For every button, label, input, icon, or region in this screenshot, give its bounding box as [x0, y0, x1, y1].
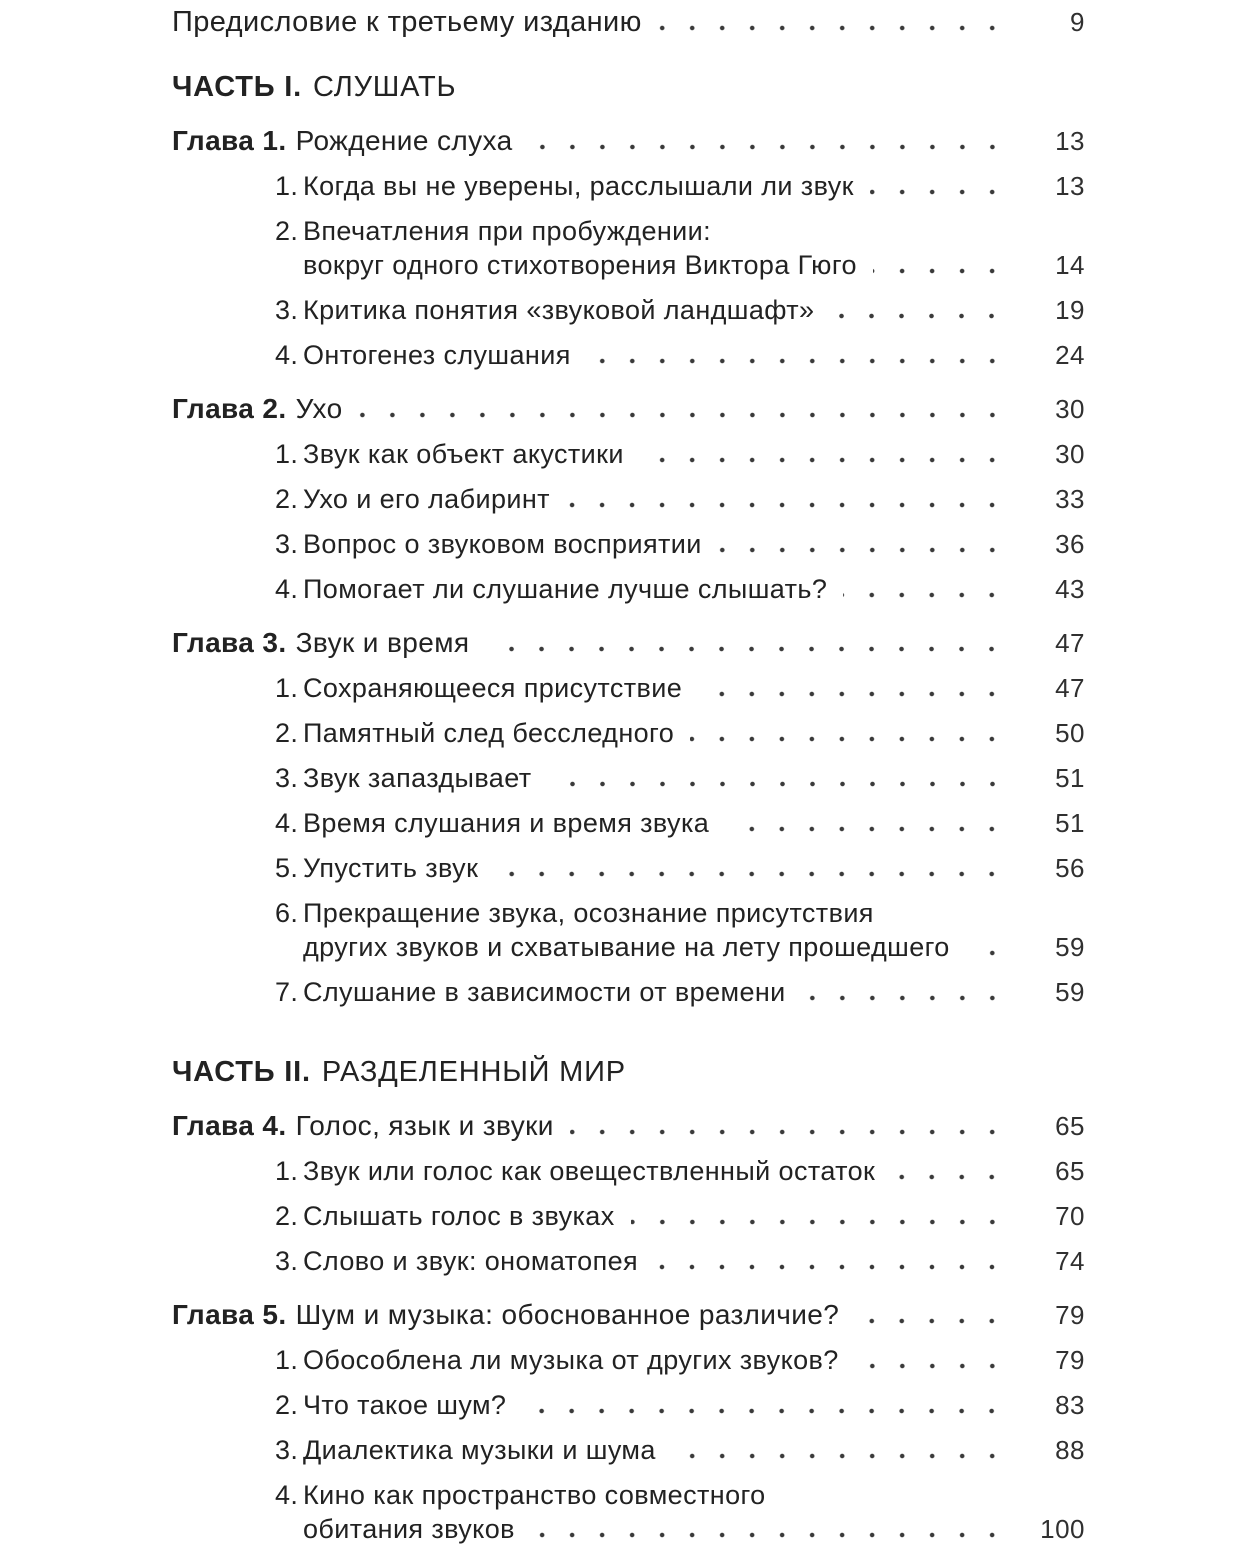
preface-title: Предисловие к третьему изданию [172, 6, 642, 38]
page-number: 51 [1055, 763, 1085, 793]
item-number: 4. [275, 574, 299, 604]
dot-leader-icon [718, 547, 1019, 553]
dot-leader-icon [529, 144, 1019, 150]
item-title-line2: других звуков и схватывание на лету прошедшего [303, 932, 950, 962]
item-title-line2-row [303, 930, 1085, 964]
dot-leader-icon [698, 691, 1019, 697]
chapter-title: Голос, язык и звуки [295, 1110, 554, 1141]
item-title-line2: вокруг одного стихотворения Виктора Гюго [303, 250, 857, 280]
dot-leader-icon [672, 1453, 1019, 1459]
item-number: 6. [275, 898, 299, 928]
chapter-label: Глава 5. [172, 1299, 287, 1330]
toc-item [172, 482, 1085, 516]
item-body [303, 896, 1085, 964]
dot-leader-icon [566, 502, 1019, 508]
chapter-row [172, 1298, 1085, 1332]
toc-item [172, 169, 1085, 203]
item-number: 4. [275, 340, 299, 370]
item-title: Ухо и его лабиринт [303, 484, 550, 514]
item-title-line2-row [303, 248, 1085, 282]
page-number: 65 [1055, 1156, 1085, 1186]
chapter-row [172, 626, 1085, 660]
page-number: 43 [1055, 574, 1085, 604]
toc-item [172, 527, 1085, 561]
part-title: РАЗДЕЛЕННЫЙ МИР [321, 1056, 626, 1088]
dot-leader-icon [494, 871, 1019, 877]
item-number: 1. [275, 439, 299, 469]
item-number: 3. [275, 1435, 299, 1465]
page-number: 13 [1055, 171, 1085, 201]
dot-leader-icon [855, 1318, 1019, 1324]
item-title: Слово и звук: ономатопея [303, 1246, 639, 1276]
page-number: 51 [1055, 808, 1085, 838]
item-number: 3. [275, 295, 299, 325]
item-title: Диалектика музыки и шума [303, 1435, 656, 1465]
item-title: Что такое шум? [303, 1390, 507, 1420]
chapter-title: Рождение слуха [295, 125, 513, 156]
item-title-line1: Впечатления при пробуждении: [303, 216, 712, 246]
page-number: 24 [1055, 340, 1085, 370]
item-number: 2. [275, 216, 299, 246]
dot-leader-icon [359, 412, 1019, 418]
item-title-line1: Кино как пространство совместного [303, 1480, 766, 1510]
toc-item [172, 975, 1085, 1009]
dot-leader-icon [531, 1532, 1019, 1538]
item-title: Вопрос о звуковом восприятии [303, 529, 702, 559]
item-number: 2. [275, 718, 299, 748]
page-number: 56 [1055, 853, 1085, 883]
item-title: Упустить звук [303, 853, 479, 883]
item-number: 3. [275, 529, 299, 559]
item-title: Когда вы не уверены, расслышали ли звук [303, 171, 854, 201]
dot-leader-icon [640, 457, 1019, 463]
item-title: Слышать голос в звуках [303, 1201, 615, 1231]
toc-item [172, 896, 1085, 964]
chapter-label: Глава 2. [172, 393, 287, 424]
page-number: 19 [1055, 295, 1085, 325]
item-number: 3. [275, 1246, 299, 1276]
toc-item [172, 293, 1085, 327]
item-number: 1. [275, 673, 299, 703]
dot-leader-icon [522, 1408, 1019, 1414]
toc-item [172, 851, 1085, 885]
part-heading [172, 1055, 1085, 1089]
chapter-label: Глава 1. [172, 125, 287, 156]
dot-leader-icon [891, 1174, 1019, 1180]
part-title: СЛУШАТЬ [312, 71, 457, 103]
item-title-line1: Прекращение звука, осознание присутствия [303, 898, 874, 928]
item-title: Звук или голос как овеществленный остаток [303, 1156, 876, 1186]
item-number: 1. [275, 1156, 299, 1186]
page-number: 100 [1040, 1514, 1085, 1544]
item-number: 7. [275, 977, 299, 1007]
page-number: 47 [1055, 673, 1085, 703]
part-label: ЧАСТЬ I. [172, 71, 302, 103]
dot-leader-icon [548, 781, 1020, 787]
dot-leader-icon [725, 826, 1019, 832]
chapter-title: Шум и музыка: обоснованное различие? [295, 1299, 840, 1330]
item-number: 2. [275, 1390, 299, 1420]
page-number: 13 [1055, 126, 1085, 156]
toc-item [172, 1154, 1085, 1188]
page-number: 70 [1055, 1201, 1085, 1231]
toc-item [172, 572, 1085, 606]
item-title: Онтогенез слушания [303, 340, 571, 370]
part-heading [172, 70, 1085, 104]
page-number: 88 [1055, 1435, 1085, 1465]
page-number: 65 [1055, 1111, 1085, 1141]
page-number: 59 [1055, 977, 1085, 1007]
toc-item [172, 1433, 1085, 1467]
item-number: 1. [275, 1345, 299, 1375]
dot-leader-icon [658, 25, 1019, 31]
table-of-contents [172, 5, 1085, 1557]
item-number: 3. [275, 763, 299, 793]
page-number: 59 [1055, 932, 1085, 962]
dot-leader-icon [830, 313, 1019, 319]
dot-leader-icon [966, 950, 1019, 956]
toc-item [172, 806, 1085, 840]
part-label: ЧАСТЬ II. [172, 1056, 311, 1088]
item-title: Помогает ли слушание лучше слышать? [303, 574, 828, 604]
page-number: 74 [1055, 1246, 1085, 1276]
chapter-label: Глава 3. [172, 627, 287, 658]
item-title: Звук запаздывает [303, 763, 532, 793]
page-number: 14 [1055, 250, 1085, 280]
page-number: 47 [1055, 628, 1085, 658]
dot-leader-icon [802, 995, 1019, 1001]
dot-leader-icon [587, 358, 1019, 364]
chapter-label: Глава 4. [172, 1110, 287, 1141]
item-title: Сохраняющееся присутствие [303, 673, 683, 703]
dot-leader-icon [654, 1264, 1019, 1270]
dot-leader-icon [570, 1129, 1019, 1135]
dot-leader-icon [485, 646, 1019, 652]
item-title: Критика понятия «звуковой ландшафт» [303, 295, 815, 325]
page-number: 33 [1055, 484, 1085, 514]
item-body [303, 214, 1085, 282]
toc-item [172, 1478, 1085, 1546]
toc-item [172, 1343, 1085, 1377]
page-number: 83 [1055, 1390, 1085, 1420]
item-number: 4. [275, 808, 299, 838]
dot-leader-icon [870, 189, 1019, 195]
page-number: 79 [1055, 1300, 1085, 1330]
page-number: 36 [1055, 529, 1085, 559]
toc-item [172, 1244, 1085, 1278]
preface-row [172, 5, 1085, 39]
item-title: Звук как объект акустики [303, 439, 624, 469]
item-number: 2. [275, 1201, 299, 1231]
item-number: 4. [275, 1480, 299, 1510]
toc-item [172, 761, 1085, 795]
toc-item [172, 338, 1085, 372]
toc-item [172, 214, 1085, 282]
dot-leader-icon [873, 268, 1019, 274]
dot-leader-icon [690, 736, 1019, 742]
item-title-line2-row [303, 1512, 1085, 1546]
item-body [303, 1478, 1085, 1546]
item-title: Слушание в зависимости от времени [303, 977, 786, 1007]
dot-leader-icon [855, 1363, 1019, 1369]
dot-leader-icon [843, 592, 1019, 598]
chapter-title: Звук и время [295, 627, 470, 658]
dot-leader-icon [631, 1219, 1019, 1225]
chapter-row [172, 124, 1085, 158]
item-title: Обособлена ли музыка от других звуков? [303, 1345, 839, 1375]
toc-item [172, 716, 1085, 750]
page-number: 50 [1055, 718, 1085, 748]
toc-item [172, 1388, 1085, 1422]
page-number: 30 [1055, 394, 1085, 424]
item-number: 5. [275, 853, 299, 883]
page-number: 9 [1070, 7, 1085, 37]
item-number: 1. [275, 171, 299, 201]
item-number: 2. [275, 484, 299, 514]
chapter-title: Ухо [295, 393, 343, 424]
item-title: Памятный след бесследного [303, 718, 675, 748]
toc-item [172, 671, 1085, 705]
page-number: 79 [1055, 1345, 1085, 1375]
chapter-row [172, 392, 1085, 426]
page-number: 30 [1055, 439, 1085, 469]
chapter-row [172, 1109, 1085, 1143]
item-title-line2: обитания звуков [303, 1514, 515, 1544]
item-title: Время слушания и время звука [303, 808, 710, 838]
toc-item [172, 1199, 1085, 1233]
toc-item [172, 437, 1085, 471]
